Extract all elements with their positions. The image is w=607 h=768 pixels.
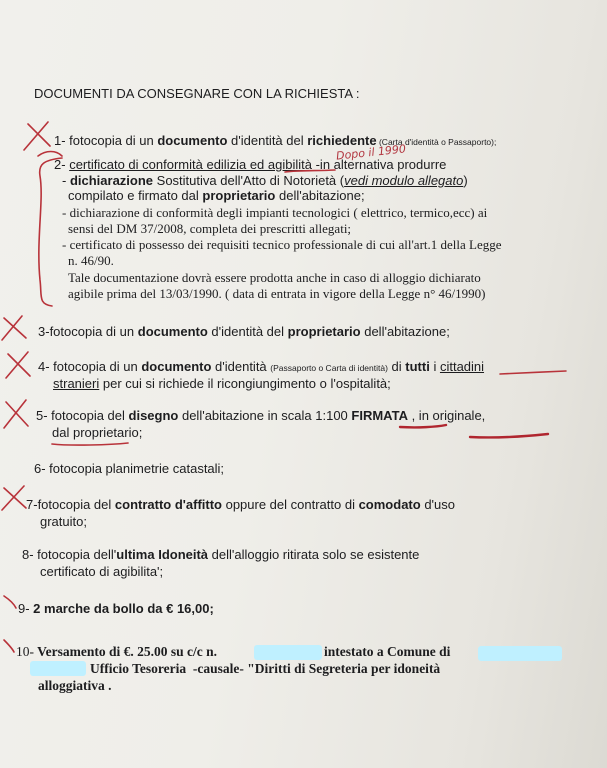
bracket-mark-item-2 (39, 158, 62, 306)
item-10-recipient: intestato a Comune di (324, 644, 451, 659)
underline-originale (470, 434, 548, 437)
item-7-line-2: gratuito; (40, 514, 87, 529)
item-10: 10- Versamento di €. 25.00 su c/c n. (16, 644, 218, 659)
check-mark-item-10 (4, 640, 14, 652)
underline-firmata (400, 425, 446, 427)
cross-mark-item-4 (6, 352, 30, 378)
item-1: 1- fotocopia di un documento d'identità del richiedente (Carta d'identità o Passaporto); (54, 133, 497, 148)
item-2-line-4: - dichiarazione di conformità degli impianti tecnologici ( elettrico, termico,ecc) ai (62, 205, 488, 220)
item-6: 6- fotocopia planimetrie catastali; (34, 461, 225, 476)
item-8-line-2: certificato di agibilita'; (40, 564, 164, 579)
redaction-account-number (254, 645, 322, 660)
item-2-line-3: compilato e firmato dal proprietario dell'abitazione; (68, 188, 365, 203)
item-2-line-9: agibile prima del 13/03/1990. ( data di entrata in vigore della Legge n° 46/1990) (68, 286, 486, 301)
item-9: 9- 2 marche da bollo da € 16,00; (18, 601, 214, 616)
arrow-mark-item-2 (38, 152, 62, 157)
cross-mark-item-3 (2, 316, 26, 340)
item-8: 8- fotocopia dell'ultima Idoneità dell'alloggio ritirata solo se esistente (22, 547, 420, 562)
item-2-line-8: Tale documentazione dovrà essere prodotta anche in caso di alloggio dichiarato (68, 270, 481, 285)
item-2-line-5: sensi del DM 37/2008, completa dei prescritti allegati; (68, 221, 352, 236)
redaction-comune-name (478, 646, 562, 661)
item-4-line-2: stranieri per cui si richiede il ricongiungimento o l'ospitalità; (53, 376, 391, 391)
item-7: 7-fotocopia del contratto d'affitto oppure del contratto di comodato d'uso (26, 497, 455, 512)
item-2-line-7: n. 46/90. (68, 253, 114, 268)
handwritten-note: Dopo il 1990 (335, 142, 407, 163)
item-2-line-6: - certificato di possesso dei requisiti tecnico professionale di cui all'art.1 della Legge (62, 237, 502, 252)
underline-cittadini (500, 371, 566, 374)
item-2-line-2: - dichiarazione Sostitutiva dell'Atto di Notorietà (vedi modulo allegato) (62, 173, 468, 188)
check-mark-item-9 (4, 596, 16, 608)
item-10-line-3: alloggiativa . (38, 678, 112, 693)
item-5: 5- fotocopia del disegno dell'abitazione in scala 1:100 FIRMATA , in originale, (36, 408, 486, 423)
item-4: 4- fotocopia di un documento d'identità (Passaporto o Carta di identità) di tutti i cittadini (38, 359, 485, 374)
underline-proprietario (52, 443, 128, 445)
item-3: 3-fotocopia di un documento d'identità del proprietario dell'abitazione; (38, 324, 450, 339)
item-10-line-2: Ufficio Tesoreria -causale- "Diritti di Segreteria per idoneità (90, 661, 441, 676)
document-heading: DOCUMENTI DA CONSEGNARE CON LA RICHIESTA : (34, 86, 360, 101)
redaction-line-2 (30, 661, 86, 676)
item-2: 2- certificato di conformità edilizia ed agibilità -in alternativa produrre (54, 157, 447, 172)
cross-mark-item-7 (2, 486, 26, 510)
cross-mark-item-5 (4, 400, 28, 428)
cross-mark-item-1 (24, 122, 50, 150)
item-5-line-2: dal proprietario; (52, 425, 143, 440)
